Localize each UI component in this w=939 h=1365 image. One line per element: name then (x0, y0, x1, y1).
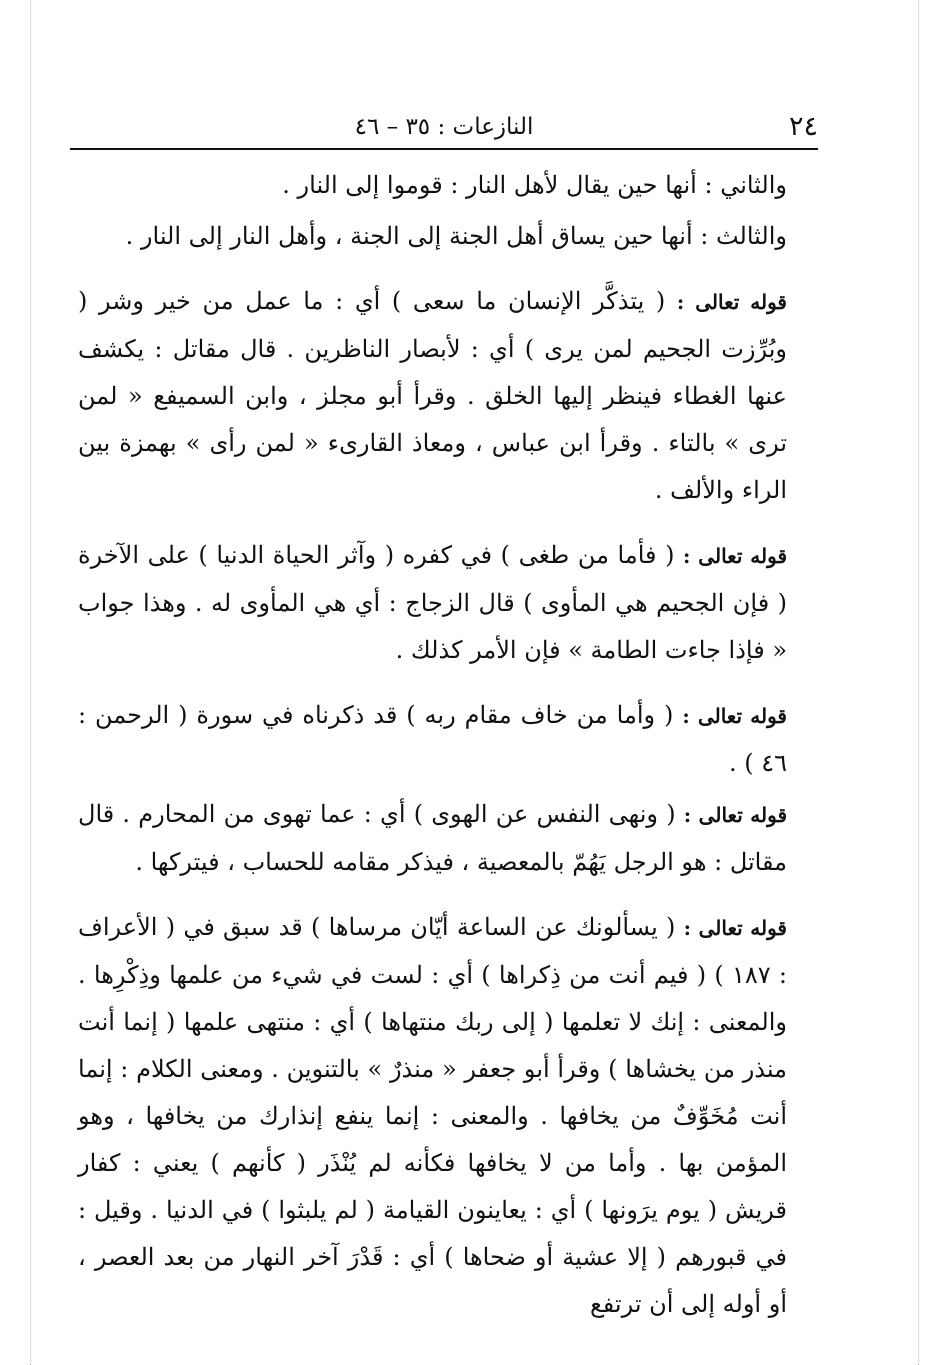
paragraph-verse-35-36 (78, 278, 813, 514)
page-number: ٢٤ (788, 111, 818, 142)
page-header (70, 110, 818, 148)
paragraph-text: والثالث : أنها حين يساق أهل الجنة إلى الجنة ، وأهل النار إلى النار . (125, 222, 787, 250)
paragraph-text: ( ونهى النفس عن الهوى ) أي : عما تهوى من المحارم . قال مقاتل : هو الرجل يَهُمّ بالمعصية ، فيذكر مقامه للحساب ، فيتركها . (78, 800, 787, 876)
paragraph-text: والثاني : أنها حين يقال لأهل النار : قوموا إلى النار . (282, 171, 787, 199)
commentary-body (78, 162, 813, 1346)
paragraph-text: ( يسألونك عن الساعة أيّان مرساها ) قد سبق في ( الأعراف : ١٨٧ ) ( فيم أنت من ذِكراها ) أي : لست في شيء من علمها وذِكْرِها . والمعنى : إنك لا تعلمها ( إلى ربك منتهاها ) أي : منتهى علمها ( إنما أنت منذر من يخشاها ) وقرأ أبو جعفر « منذرٌ » بالتنوين . ومعنى الكلام : إنما أنت مُخَوِّفٌ من يخافها . والمعنى : إنما ينفع إنذارك من يخافها ، وهو المؤمن بها . وأما من لا يخافها فكأنه لم يُنْذَر ( كأنهم ) يعني : كفار قريش ( يوم يرَونها ) أي : يعاينون القيامة ( لم يلبثوا ) في الدنيا . وقيل : في قبورهم ( إلا عشية أو ضحاها ) أي : قَدْرَ آخر النهار من بعد العصر ، أو أوله إلى أن ترتفع (78, 913, 788, 1318)
paragraph-verse-42-46 (78, 904, 813, 1328)
verse-lead: قوله تعالى : (676, 290, 787, 314)
verse-lead: قوله تعالى : (682, 704, 787, 728)
paragraph-second-view (78, 162, 813, 209)
paragraph-text: ( وأما من خاف مقام ربه ) قد ذكرناه في سورة ( الرحمن : ٤٦ ) . (78, 701, 787, 777)
paragraph-text: ( فأما من طغى ) في كفره ( وآثر الحياة الدنيا ) على الآخرة ( فإن الجحيم هي المأوى ) قال الزجاج : أي هي المأوى له . وهذا جواب « فإذا جاءت الطامة » فإن الأمر كذلك . (78, 541, 787, 664)
paragraph-text: ( يتذكَّر الإنسان ما سعى ) أي : ما عمل من خير وشر ( وبُرِّزت الجحيم لمن يرى ) أي : لأبصار الناظرين . قال مقاتل : يكشف عنها الغطاء فينظر إليها الخلق . وقرأ أبو مجلز ، وابن السميفع « لمن ترى » بالتاء . وقرأ ابن عباس ، ومعاذ القارىء « لمن رأى » بهمزة بين الراء والألف . (78, 287, 787, 504)
page-edge-right (918, 0, 919, 1365)
paragraph-verse-40b (78, 791, 813, 886)
running-title: النازعات : ٣٥ – ٤٦ (354, 114, 534, 140)
paragraph-third-view (78, 213, 813, 260)
page-edge-left (30, 0, 31, 1365)
verse-lead: قوله تعالى : (683, 916, 787, 940)
paragraph-verse-37-39 (78, 532, 813, 674)
verse-lead: قوله تعالى : (683, 803, 788, 827)
header-rule (70, 148, 818, 150)
paragraph-verse-40 (78, 692, 813, 787)
verse-lead: قوله تعالى : (683, 544, 787, 568)
